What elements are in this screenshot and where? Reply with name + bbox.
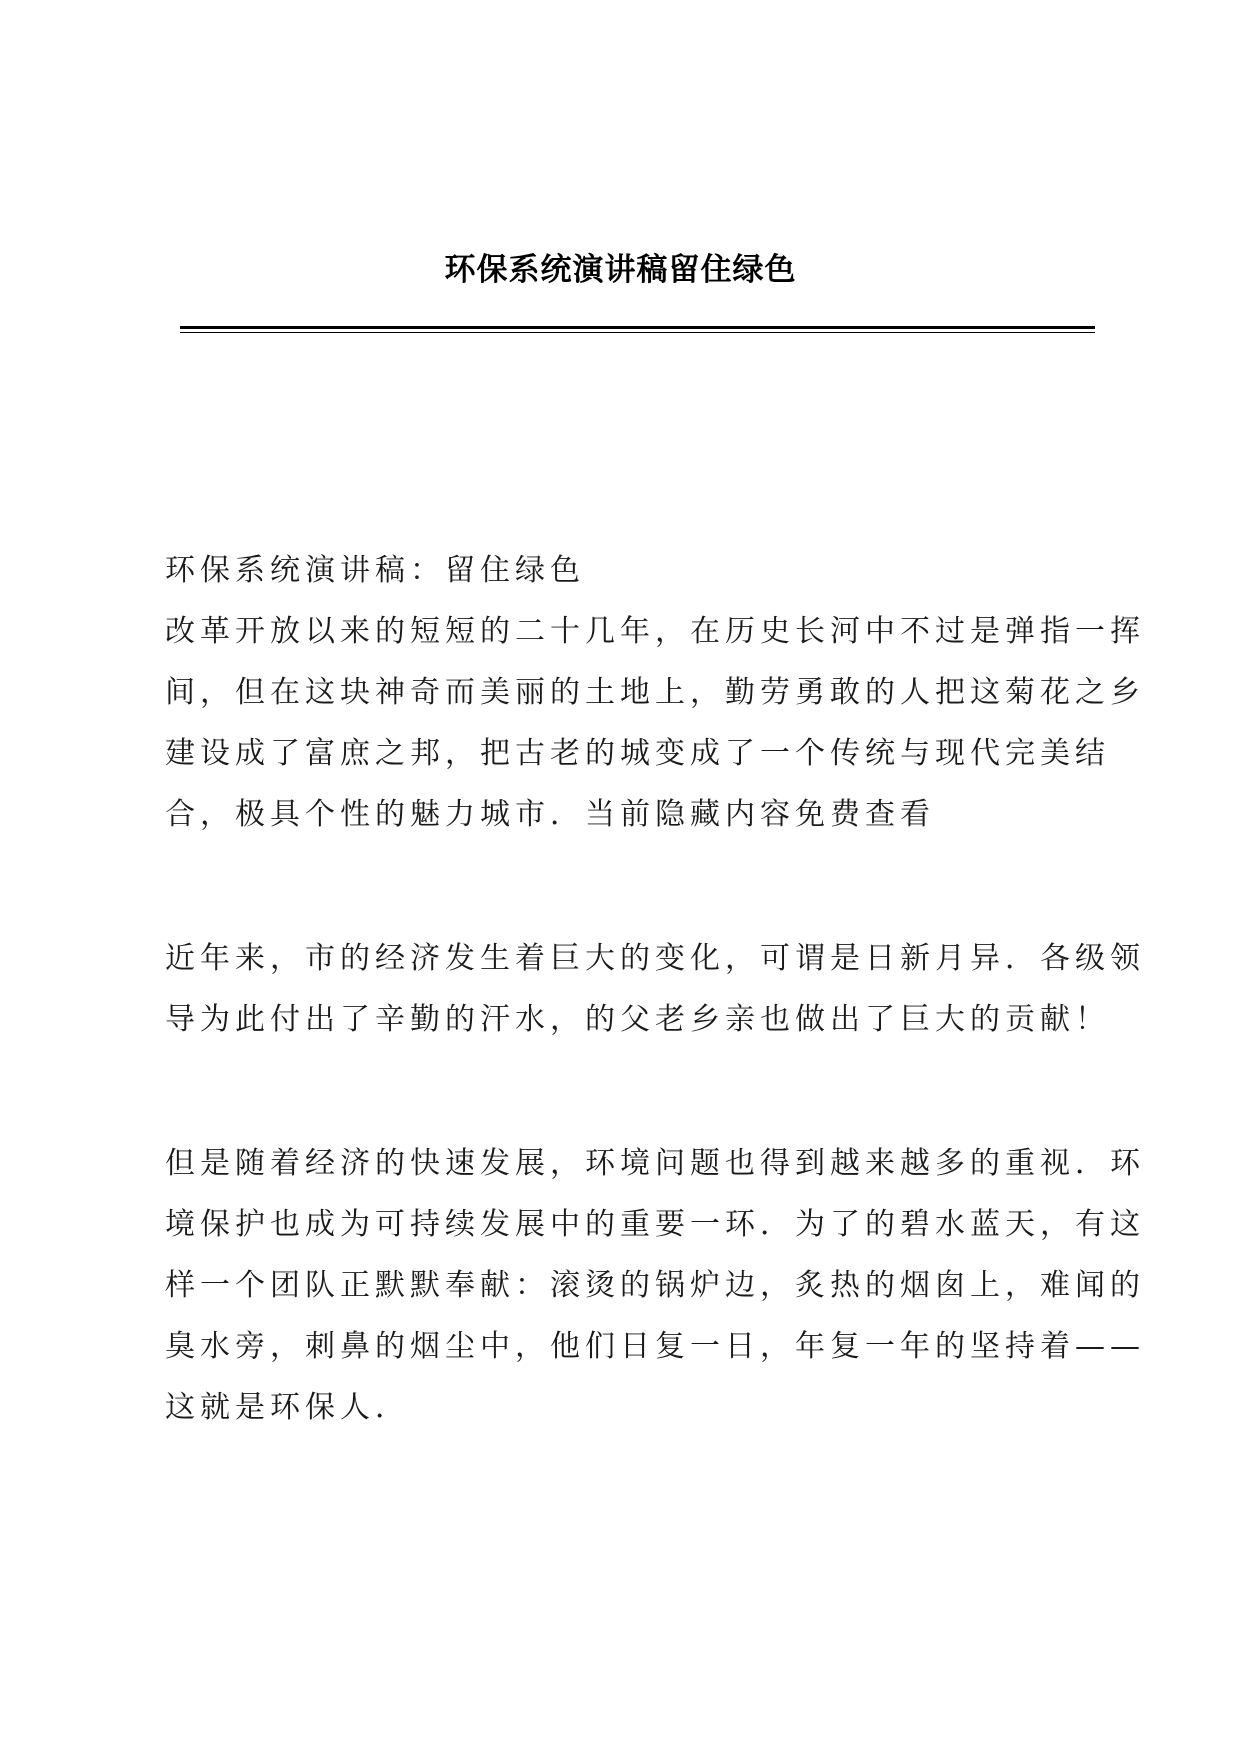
paragraph-line: 建设成了富庶之邦，把古老的城变成了一个传统与现代完美结 (165, 736, 1110, 771)
paragraph-line: 但是随着经济的快速发展，环境问题也得到越来越多的重视．环 (165, 1146, 1145, 1181)
paragraph-line: 境保护也成为可持续发展中的重要一环．为了的碧水蓝天，有这 (165, 1207, 1145, 1242)
paragraph-line: 臭水旁，刺鼻的烟尘中，他们日复一日，年复一年的坚持着—— (165, 1329, 1145, 1364)
paragraph-line: 这就是环保人． (165, 1390, 410, 1425)
paragraph-line: 合，极具个性的魅力城市．当前隐藏内容免费查看 (165, 797, 935, 832)
paragraph-line: 导为此付出了辛勤的汗水，的父老乡亲也做出了巨大的贡献！ (165, 1002, 1110, 1037)
paragraph-economy (165, 928, 1145, 1050)
paragraph-line: 改革开放以来的短短的二十几年，在历史长河中不过是弹指一挥 (165, 614, 1145, 649)
paragraph-line: 环保系统演讲稿：留住绿色 (165, 553, 585, 588)
paragraph-environment (165, 1133, 1145, 1438)
title-rule-thick (180, 326, 1095, 329)
paragraph-line: 近年来，市的经济发生着巨大的变化，可谓是日新月异．各级领 (165, 941, 1145, 976)
paragraph-line: 样一个团队正默默奉献：滚烫的锅炉边，炙热的烟囱上，难闻的 (165, 1268, 1145, 1303)
paragraph-line: 间，但在这块神奇而美丽的土地上，勤劳勇敢的人把这菊花之乡 (165, 675, 1145, 710)
title-rule-thin (180, 332, 1095, 333)
document-title: 环保系统演讲稿留住绿色 (444, 252, 797, 288)
paragraph-intro (165, 540, 1145, 845)
